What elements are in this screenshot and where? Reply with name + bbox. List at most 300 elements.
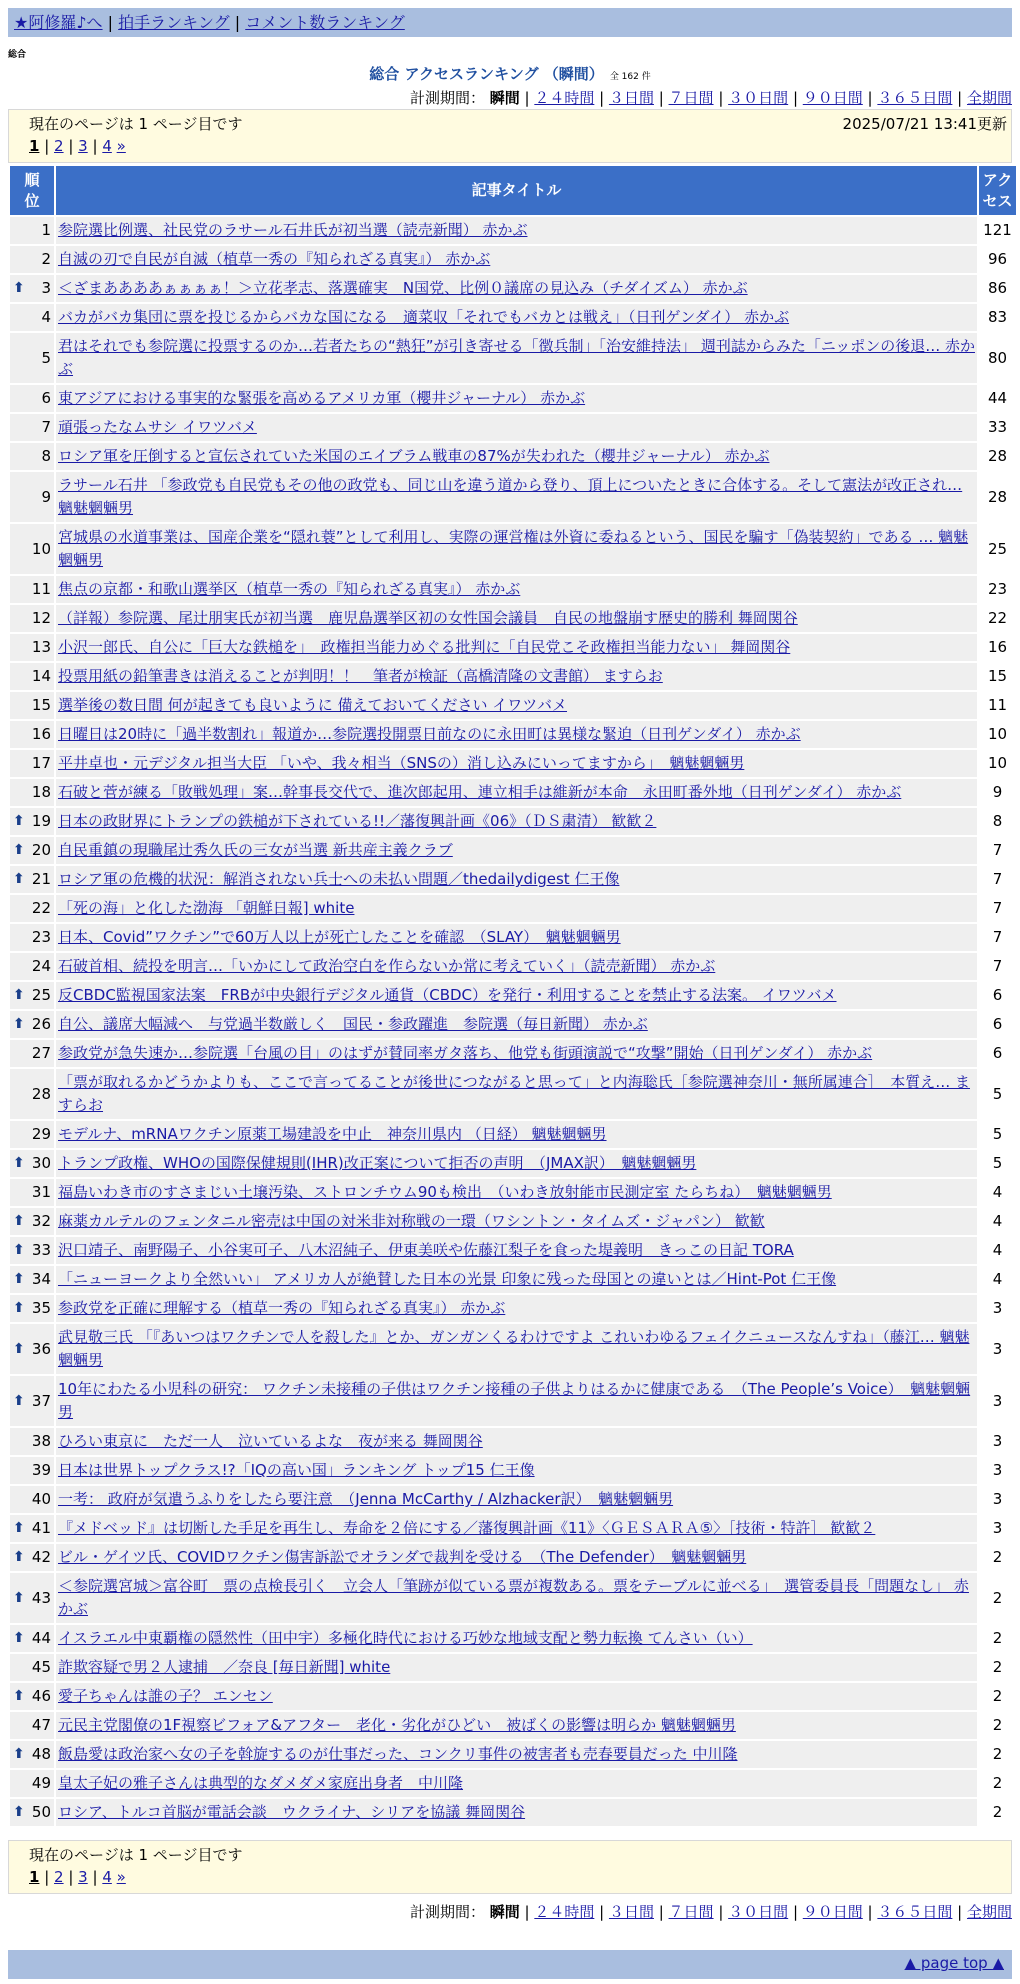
page-link-4[interactable]: 4 bbox=[102, 137, 112, 155]
access-count: 33 bbox=[979, 414, 1016, 441]
article-link[interactable]: ロシア軍を圧倒すると宣伝されていた米国のエイブラム戦車の87%が失われた（櫻井ジャーナル） 赤かぶ bbox=[58, 447, 770, 465]
period-option[interactable]: ３日間 bbox=[608, 89, 654, 107]
title-cell bbox=[56, 1237, 977, 1264]
rank-cell bbox=[10, 1040, 54, 1067]
access-count: 2 bbox=[979, 1654, 1016, 1681]
article-link[interactable]: 自滅の刃で自民が自滅（植草一秀の『知られざる真実』） 赤かぶ bbox=[58, 250, 491, 268]
article-link[interactable]: （詳報）参院選、尾辻朋実氏が初当選 鹿児島選挙区初の女性国会議員 自民の地盤崩す歴史的勝利 舞岡関谷 bbox=[58, 609, 798, 627]
period-option[interactable]: ２４時間 bbox=[534, 1903, 595, 1921]
rank-number: 15 bbox=[31, 696, 51, 714]
title-cell bbox=[56, 924, 977, 951]
period-separator: | bbox=[788, 1903, 803, 1921]
article-link[interactable]: 日本は世界トップクラス!?「IQの高い国」ランキング トップ15 仁王像 bbox=[58, 1461, 535, 1479]
table-row bbox=[10, 808, 1016, 835]
article-link[interactable]: 詐欺容疑で男２人逮捕 ／奈良 [毎日新聞] white bbox=[58, 1658, 391, 1676]
next-page-link[interactable]: » bbox=[116, 1868, 126, 1886]
page-separator: | bbox=[87, 1868, 103, 1886]
article-link[interactable]: ラサール石井 「参政党も自民党もその他の政党も、同じ山を違う道から登り、頂上についたときに合体する。そして憲法が改正され… 魑魅魍魎男 bbox=[58, 476, 963, 517]
rank-cell bbox=[10, 246, 54, 273]
rank-cell bbox=[10, 808, 54, 835]
rank-number: 45 bbox=[31, 1658, 51, 1676]
title-cell bbox=[56, 663, 977, 690]
access-count: 2 bbox=[979, 1683, 1016, 1710]
access-count: 7 bbox=[979, 924, 1016, 951]
article-link[interactable]: 宮城県の水道事業は、国産企業を“隠れ蓑”として利用し、実際の運営権は外資に委ねるという、国民を騙す「偽装契約」である … 魑魅魍魎男 bbox=[58, 528, 969, 569]
table-row bbox=[10, 663, 1016, 690]
table-row bbox=[10, 217, 1016, 244]
access-count: 4 bbox=[979, 1208, 1016, 1235]
article-link[interactable]: 反CBDC監視国家法案 FRBが中央銀行デジタル通貨（CBDC）を発行・利用することを禁止する法案。 イワツバメ bbox=[58, 986, 837, 1004]
rank-cell bbox=[10, 1770, 54, 1797]
table-row bbox=[10, 1295, 1016, 1322]
article-link[interactable]: トランプ政権、WHOの国際保健規則(IHR)改正案について拒否の声明 （JMAX訳） 魑魅魍魎男 bbox=[58, 1154, 697, 1172]
article-link[interactable]: 日本の政財界にトランプの鉄槌が下されている!!／藩復興計画《06》（ＤＳ粛清） 歓歓２ bbox=[58, 812, 657, 830]
rank-cell bbox=[10, 1295, 54, 1322]
period-label: 計測期間： bbox=[409, 1903, 490, 1921]
access-count: 10 bbox=[979, 750, 1016, 777]
rank-cell bbox=[10, 692, 54, 719]
table-row bbox=[10, 472, 1016, 522]
article-link[interactable]: 「死の海」と化した渤海 「朝鮮日報] white bbox=[58, 899, 355, 917]
footer-bar bbox=[8, 1950, 1012, 1979]
article-link[interactable]: 沢口靖子、南野陽子、小谷実可子、八木沼純子、伊東美咲や佐藤江梨子を食った堤義明 きっこの日記 TORA bbox=[58, 1241, 794, 1259]
title-cell bbox=[56, 1324, 977, 1374]
rank-cell bbox=[10, 750, 54, 777]
rank-number: 26 bbox=[31, 1015, 51, 1033]
period-separator: | bbox=[713, 89, 729, 107]
rank-cell bbox=[10, 1069, 54, 1119]
article-link[interactable]: バカがバカ集団に票を投じるからバカな国になる 適菜収「それでもバカとは戦え」（日刊ゲンダイ） 赤かぶ bbox=[58, 308, 790, 326]
rank-number: 22 bbox=[31, 899, 51, 917]
rank-number: 17 bbox=[31, 754, 51, 772]
title-cell bbox=[56, 246, 977, 273]
rank-cell bbox=[10, 443, 54, 470]
article-link[interactable]: 『メドベッド』は切断した手足を再生し、寿命を２倍にする／藩復興計画《11》〈ＧＥＳＡＲＡ⑤〉［技術・特許］ 歓歓２ bbox=[58, 1519, 876, 1537]
access-count: 16 bbox=[979, 634, 1016, 661]
table-row bbox=[10, 304, 1016, 331]
table-row bbox=[10, 1625, 1016, 1652]
rank-cell bbox=[10, 1741, 54, 1768]
page-separator: | bbox=[63, 137, 79, 155]
rank-cell bbox=[10, 472, 54, 522]
title-cell bbox=[56, 472, 977, 522]
up-arrow-icon: ⬆ bbox=[13, 1746, 25, 1762]
page-link-3[interactable]: 3 bbox=[78, 1868, 88, 1886]
table-row bbox=[10, 1683, 1016, 1710]
article-link[interactable]: 武見敬三氏 「『あいつはワクチンで人を殺した』とか、ガンガンくるわけですよ これいわゆるフェイクニュースなんすね」（藤江… 魑魅魍魎男 bbox=[58, 1328, 970, 1369]
table-row bbox=[10, 1324, 1016, 1374]
period-option[interactable]: 全期間 bbox=[966, 1903, 1012, 1921]
title-cell bbox=[56, 1069, 977, 1119]
header-count: アク セス bbox=[979, 166, 1016, 215]
period-option[interactable]: ３０日間 bbox=[728, 1903, 789, 1921]
pagination bbox=[29, 137, 126, 155]
page-title-row bbox=[0, 63, 1020, 84]
title-cell bbox=[56, 866, 977, 893]
up-arrow-icon: ⬆ bbox=[13, 987, 25, 1003]
rank-cell bbox=[10, 663, 54, 690]
table-row bbox=[10, 1799, 1016, 1826]
title-cell bbox=[56, 1712, 977, 1739]
article-link[interactable]: 飯島愛は政治家へ女の子を斡旋するのが仕事だった、コンクリ事件の被害者も売春要員だった 中川隆 bbox=[58, 1745, 738, 1763]
table-row bbox=[10, 1011, 1016, 1038]
article-link[interactable]: 「ニューヨークより全然いい」 アメリカ人が絶賛した日本の光景 印象に残った母国との違いとは／Hint-Pot 仁王像 bbox=[58, 1270, 837, 1288]
article-link[interactable]: 愛子ちゃんは誰の子？ エンセン bbox=[58, 1687, 273, 1705]
rank-number: 41 bbox=[31, 1519, 51, 1537]
table-row bbox=[10, 866, 1016, 893]
period-option[interactable]: 全期間 bbox=[966, 89, 1012, 107]
article-link[interactable]: 元民主党閣僚の1F視察ビフォア&アフター 老化・劣化がひどい 被ばくの影響は明らか 魑魅魍魎男 bbox=[58, 1716, 736, 1734]
table-row bbox=[10, 1237, 1016, 1264]
article-link[interactable]: 「票が取れるかどうかよりも、ここで言ってることが後世につながると思って」と内海聡氏［参院選神奈川・無所属連合］ 本質え… ますらお bbox=[58, 1073, 970, 1114]
table-row bbox=[10, 524, 1016, 574]
article-link[interactable]: 一考： 政府が気遣うふりをしたら要注意 （Jenna McCarthy / Alzhacker訳） 魑魅魍魎男 bbox=[58, 1490, 674, 1508]
rank-number: 28 bbox=[31, 1084, 51, 1103]
title-cell bbox=[56, 634, 977, 661]
title-cell bbox=[56, 524, 977, 574]
article-link[interactable]: 平井卓也・元デジタル担当大臣 「いや、我々相当（SNSの）消し込みにいってますから」 魑魅魍魎男 bbox=[58, 754, 745, 772]
title-cell bbox=[56, 1295, 977, 1322]
home-link[interactable]: ★阿修羅♪へ bbox=[14, 13, 103, 32]
up-arrow-icon: ⬆ bbox=[13, 1549, 25, 1565]
period-selector-top bbox=[410, 87, 1012, 108]
rank-cell bbox=[10, 1208, 54, 1235]
rank-cell bbox=[10, 304, 54, 331]
access-count: 4 bbox=[979, 1237, 1016, 1264]
access-count: 86 bbox=[979, 275, 1016, 302]
table-row bbox=[10, 1121, 1016, 1148]
clap-ranking-link[interactable]: 拍手ランキング bbox=[118, 13, 230, 32]
rank-cell bbox=[10, 333, 54, 383]
period-separator: | bbox=[653, 89, 669, 107]
access-count: 3 bbox=[979, 1324, 1016, 1374]
rank-cell bbox=[10, 1683, 54, 1710]
rank-number: 12 bbox=[31, 609, 51, 627]
rank-number: 23 bbox=[31, 928, 51, 946]
title-cell bbox=[56, 217, 977, 244]
rank-cell bbox=[10, 1324, 54, 1374]
rank-cell bbox=[10, 1515, 54, 1542]
access-count: 6 bbox=[979, 1040, 1016, 1067]
article-link[interactable]: 日曜日は20時に「過半数割れ」報道か…参院選投開票日前なのに永田町は異様な緊迫（日刊ゲンダイ） 赤かぶ bbox=[58, 725, 801, 743]
table-row bbox=[10, 1544, 1016, 1571]
rank-number: 14 bbox=[31, 667, 51, 685]
rank-cell bbox=[10, 779, 54, 806]
rank-number: 5 bbox=[41, 348, 51, 367]
title-cell bbox=[56, 605, 977, 632]
up-arrow-icon: ⬆ bbox=[13, 1520, 25, 1536]
rank-cell bbox=[10, 1799, 54, 1826]
period-separator: | bbox=[653, 1903, 669, 1921]
rank-number: 34 bbox=[31, 1270, 51, 1288]
period-option[interactable]: ２４時間 bbox=[534, 89, 595, 107]
rank-cell bbox=[10, 1150, 54, 1177]
title-cell bbox=[56, 1741, 977, 1768]
rank-number: 38 bbox=[31, 1432, 51, 1450]
rank-number: 44 bbox=[31, 1629, 51, 1647]
rank-number: 48 bbox=[31, 1745, 51, 1763]
nav-separator: | bbox=[234, 13, 241, 32]
period-option[interactable]: ９０日間 bbox=[802, 89, 863, 107]
table-row bbox=[10, 750, 1016, 777]
rank-number: 49 bbox=[31, 1774, 51, 1792]
up-arrow-icon: ⬆ bbox=[13, 280, 25, 296]
up-arrow-icon: ⬆ bbox=[13, 1155, 25, 1171]
rank-cell bbox=[10, 605, 54, 632]
rank-number: 1 bbox=[41, 221, 51, 239]
article-link[interactable]: 選挙後の数日間 何が起きても良いように 備えておいてください イワツバメ bbox=[58, 696, 568, 714]
current-page-text: 現在のページは 1 ページ目です bbox=[29, 1846, 243, 1864]
rank-number: 43 bbox=[31, 1588, 51, 1607]
rank-cell bbox=[10, 414, 54, 441]
rank-cell bbox=[10, 1266, 54, 1293]
access-count: 7 bbox=[979, 866, 1016, 893]
rank-cell bbox=[10, 1237, 54, 1264]
page-link-3[interactable]: 3 bbox=[78, 137, 88, 155]
title-cell bbox=[56, 385, 977, 412]
access-count: 7 bbox=[979, 837, 1016, 864]
title-cell bbox=[56, 808, 977, 835]
access-count: 3 bbox=[979, 1486, 1016, 1513]
rank-cell bbox=[10, 953, 54, 980]
table-row bbox=[10, 779, 1016, 806]
access-count: 15 bbox=[979, 663, 1016, 690]
title-cell bbox=[56, 692, 977, 719]
table-row bbox=[10, 1150, 1016, 1177]
table-row bbox=[10, 1266, 1016, 1293]
up-arrow-icon: ⬆ bbox=[13, 1688, 25, 1704]
period-separator: | bbox=[952, 1903, 967, 1921]
table-row bbox=[10, 634, 1016, 661]
title-cell bbox=[56, 1266, 977, 1293]
page-link-2[interactable]: 2 bbox=[54, 137, 64, 155]
period-option[interactable]: ３日間 bbox=[608, 1903, 654, 1921]
article-link[interactable]: 石破と菅が練る「敗戦処理」案…幹事長交代で、進次郎起用、連立相手は維新が本命 永田町番外地（日刊ゲンダイ） 赤かぶ bbox=[58, 783, 902, 801]
rank-cell bbox=[10, 576, 54, 603]
rank-number: 3 bbox=[41, 279, 51, 297]
title-cell bbox=[56, 333, 977, 383]
rank-number: 9 bbox=[41, 487, 51, 506]
up-arrow-icon: ⬆ bbox=[13, 1213, 25, 1229]
access-count: 2 bbox=[979, 1712, 1016, 1739]
period-option[interactable]: ３６５日間 bbox=[877, 1903, 953, 1921]
rank-number: 32 bbox=[31, 1212, 51, 1230]
access-count: 3 bbox=[979, 1457, 1016, 1484]
article-link[interactable]: ＜ざまああああぁぁぁぁ！＞立花孝志、落選確実 N国党、比例０議席の見込み（チダイズム） 赤かぶ bbox=[58, 279, 748, 297]
rank-number: 16 bbox=[31, 725, 51, 743]
access-count: 23 bbox=[979, 576, 1016, 603]
access-count: 4 bbox=[979, 1266, 1016, 1293]
article-link[interactable]: 10年にわたる小児科の研究： ワクチン未接種の子供はワクチン接種の子供よりはるかに健康である （The People’s Voice） 魑魅魍魎男 bbox=[58, 1380, 971, 1421]
access-count: 2 bbox=[979, 1799, 1016, 1826]
access-count: 25 bbox=[979, 524, 1016, 574]
title-cell bbox=[56, 414, 977, 441]
access-count: 28 bbox=[979, 472, 1016, 522]
rank-number: 42 bbox=[31, 1548, 51, 1566]
access-count: 22 bbox=[979, 605, 1016, 632]
rank-number: 37 bbox=[31, 1391, 51, 1410]
article-link[interactable]: 日本、Covid”ワクチン”で60万人以上が死亡したことを確認 （SLAY） 魑魅魍魎男 bbox=[58, 928, 621, 946]
table-row bbox=[10, 576, 1016, 603]
article-link[interactable]: ロシア軍の危機的状況：解消されない兵士への未払い問題／thedailydigest 仁王像 bbox=[58, 870, 620, 888]
article-link[interactable]: 石破首相、続投を明言…「いかにして政治空白を作らないか常に考えていく」（読売新聞） 赤かぶ bbox=[58, 957, 716, 975]
article-link[interactable]: ビル・ゲイツ氏、COVIDワクチン傷害訴訟でオランダで裁判を受ける （The Defender） 魑魅魍魎男 bbox=[58, 1548, 747, 1566]
title-cell bbox=[56, 1457, 977, 1484]
up-arrow-icon: ⬆ bbox=[13, 1016, 25, 1032]
rank-number: 19 bbox=[31, 812, 51, 830]
table-row bbox=[10, 605, 1016, 632]
table-row bbox=[10, 1486, 1016, 1513]
article-link[interactable]: 自民重鎮の現職尾辻秀久氏の三女が当選 新共産主義クラブ bbox=[58, 841, 453, 859]
article-link[interactable]: 君はそれでも参院選に投票するのか…若者たちの“熱狂”が引き寄せる「徴兵制」「治安維持法」 週刊誌からみた「ニッポンの後退… 赤かぶ bbox=[58, 337, 975, 378]
article-link[interactable]: 頑張ったなムサシ イワツバメ bbox=[58, 418, 257, 436]
title-cell bbox=[56, 1486, 977, 1513]
next-page-link[interactable]: » bbox=[116, 137, 126, 155]
page-link-4[interactable]: 4 bbox=[102, 1868, 112, 1886]
access-count: 3 bbox=[979, 1428, 1016, 1455]
rank-number: 18 bbox=[31, 783, 51, 801]
access-count: 4 bbox=[979, 1179, 1016, 1206]
title-cell bbox=[56, 576, 977, 603]
rank-number: 7 bbox=[41, 418, 51, 436]
title-cell bbox=[56, 1121, 977, 1148]
article-link[interactable]: 参政党を正確に理解する（植草一秀の『知られざる真実』） 赤かぶ bbox=[58, 1299, 506, 1317]
access-count: 2 bbox=[979, 1770, 1016, 1797]
rank-cell bbox=[10, 1428, 54, 1455]
up-arrow-icon: ⬆ bbox=[13, 871, 25, 887]
title-cell bbox=[56, 895, 977, 922]
rank-number: 10 bbox=[31, 539, 51, 558]
rank-cell bbox=[10, 895, 54, 922]
access-count: 80 bbox=[979, 333, 1016, 383]
article-link[interactable]: ひろい東京に ただ一人 泣いているよな 夜が来る 舞岡関谷 bbox=[58, 1432, 483, 1450]
title-cell bbox=[56, 1150, 977, 1177]
rank-cell bbox=[10, 837, 54, 864]
rank-cell bbox=[10, 1712, 54, 1739]
title-cell bbox=[56, 275, 977, 302]
rank-cell bbox=[10, 634, 54, 661]
access-count: 8 bbox=[979, 808, 1016, 835]
table-row bbox=[10, 953, 1016, 980]
period-option[interactable]: ９０日間 bbox=[802, 1903, 863, 1921]
period-option[interactable]: ３６５日間 bbox=[877, 89, 953, 107]
period-current: 瞬間 bbox=[489, 89, 520, 107]
page-separator: | bbox=[87, 137, 103, 155]
page-top-link[interactable]: ▲ page top ▲ bbox=[904, 1954, 1004, 1972]
article-link[interactable]: ＜参院選宮城＞富谷町 票の点検長引く 立会人「筆跡が似ている票が複数ある。票をテーブルに並べる」 選管委員長「問題なし」 赤かぶ bbox=[58, 1577, 969, 1618]
title-cell bbox=[56, 1179, 977, 1206]
access-count: 96 bbox=[979, 246, 1016, 273]
rank-cell bbox=[10, 217, 54, 244]
header-title: 記事タイトル bbox=[56, 166, 977, 215]
rank-number: 31 bbox=[31, 1183, 51, 1201]
table-row bbox=[10, 1457, 1016, 1484]
title-cell bbox=[56, 779, 977, 806]
rank-number: 29 bbox=[31, 1125, 51, 1143]
table-row bbox=[10, 1428, 1016, 1455]
period-label: 計測期間： bbox=[409, 89, 490, 107]
period-option[interactable]: ７日間 bbox=[668, 89, 714, 107]
rank-cell bbox=[10, 721, 54, 748]
pagination bbox=[29, 1868, 126, 1886]
rank-number: 4 bbox=[41, 308, 51, 326]
rank-number: 2 bbox=[41, 250, 51, 268]
rank-cell bbox=[10, 1121, 54, 1148]
table-row bbox=[10, 333, 1016, 383]
rank-cell bbox=[10, 524, 54, 574]
rank-cell bbox=[10, 866, 54, 893]
rank-number: 47 bbox=[31, 1716, 51, 1734]
table-row bbox=[10, 275, 1016, 302]
page-link-1: 1 bbox=[29, 137, 40, 155]
table-row bbox=[10, 246, 1016, 273]
access-count: 3 bbox=[979, 1376, 1016, 1426]
updated-timestamp: 2025/07/21 13:41更新 bbox=[842, 115, 1007, 133]
page-separator: | bbox=[39, 137, 55, 155]
period-option[interactable]: ３０日間 bbox=[728, 89, 789, 107]
access-count: 5 bbox=[979, 1069, 1016, 1119]
article-link[interactable]: 福島いわき市のすさまじい土壌汚染、ストロンチウム90も検出 （いわき放射能市民測定室 たらちね） 魑魅魍魎男 bbox=[58, 1183, 832, 1201]
table-row bbox=[10, 692, 1016, 719]
rank-cell bbox=[10, 982, 54, 1009]
article-link[interactable]: 小沢一郎氏、自公に「巨大な鉄槌を」 政権担当能力めぐる批判に「自民党こそ政権担当能力ない」 舞岡関谷 bbox=[58, 638, 791, 656]
up-arrow-icon: ⬆ bbox=[13, 1300, 25, 1316]
title-cell bbox=[56, 721, 977, 748]
rank-cell bbox=[10, 275, 54, 302]
up-arrow-icon: ⬆ bbox=[13, 813, 25, 829]
rank-cell bbox=[10, 1625, 54, 1652]
page-separator: | bbox=[63, 1868, 79, 1886]
article-link[interactable]: 投票用紙の鉛筆書きは消えることが判明！！ 筆者が検証（高橋清隆の文書館） ますらお bbox=[58, 667, 663, 685]
title-cell bbox=[56, 1573, 977, 1623]
page-link-1: 1 bbox=[29, 1868, 40, 1886]
article-link[interactable]: 焦点の京都・和歌山選挙区（植草一秀の『知られざる真実』） 赤かぶ bbox=[58, 580, 521, 598]
table-row bbox=[10, 1040, 1016, 1067]
title-cell bbox=[56, 953, 977, 980]
table-row bbox=[10, 443, 1016, 470]
article-link[interactable]: 自公、議席大幅減へ 与党過半数厳しく 国民・参政躍進 参院選（毎日新聞） 赤かぶ bbox=[58, 1015, 648, 1033]
table-row bbox=[10, 1208, 1016, 1235]
table-row bbox=[10, 414, 1016, 441]
article-link[interactable]: 東アジアにおける事実的な緊張を高めるアメリカ軍（櫻井ジャーナル） 赤かぶ bbox=[58, 389, 586, 407]
up-arrow-icon: ⬆ bbox=[13, 1392, 25, 1409]
rank-cell bbox=[10, 1573, 54, 1623]
period-separator: | bbox=[594, 1903, 609, 1921]
period-option[interactable]: ７日間 bbox=[668, 1903, 714, 1921]
rank-cell bbox=[10, 1011, 54, 1038]
category-tag: 総合 bbox=[8, 50, 27, 60]
article-link[interactable]: 参院選比例選、社民党のラサール石井氏が初当選（読売新聞） 赤かぶ bbox=[58, 221, 528, 239]
title-cell bbox=[56, 1428, 977, 1455]
table-row bbox=[10, 721, 1016, 748]
article-link[interactable]: 皇太子妃の雅子さんは典型的なダメダメ家庭出身者 中川隆 bbox=[58, 1774, 464, 1792]
rank-cell bbox=[10, 924, 54, 951]
article-link[interactable]: 参政党が急失速か…参院選「台風の目」のはずが賛同率ガタ落ち、他党も街頭演説で“攻撃”開始（日刊ゲンダイ） 赤かぶ bbox=[58, 1044, 873, 1062]
rank-cell bbox=[10, 1486, 54, 1513]
access-count: 10 bbox=[979, 721, 1016, 748]
article-link[interactable]: 麻薬カルテルのフェンタニル密売は中国の対米非対称戦の一環（ワシントン・タイムズ・ジャパン） 歓歓 bbox=[58, 1212, 765, 1230]
pager-box-top bbox=[8, 109, 1012, 163]
rank-number: 27 bbox=[31, 1044, 51, 1062]
article-link[interactable]: イスラエル中東覇権の隠然性（田中宇）多極化時代における巧妙な地域支配と勢力転換 てんさい（い） bbox=[58, 1629, 753, 1647]
comment-ranking-link[interactable]: コメント数ランキング bbox=[245, 13, 405, 32]
article-link[interactable]: モデルナ、mRNAワクチン原薬工場建設を中止 神奈川県内 （日経） 魑魅魍魎男 bbox=[58, 1125, 607, 1143]
article-link[interactable]: ロシア、トルコ首脳が電話会談 ウクライナ、シリアを協議 舞岡関谷 bbox=[58, 1803, 526, 1821]
title-cell bbox=[56, 1515, 977, 1542]
rank-cell bbox=[10, 1179, 54, 1206]
page-link-2[interactable]: 2 bbox=[54, 1868, 64, 1886]
rank-number: 30 bbox=[31, 1154, 51, 1172]
